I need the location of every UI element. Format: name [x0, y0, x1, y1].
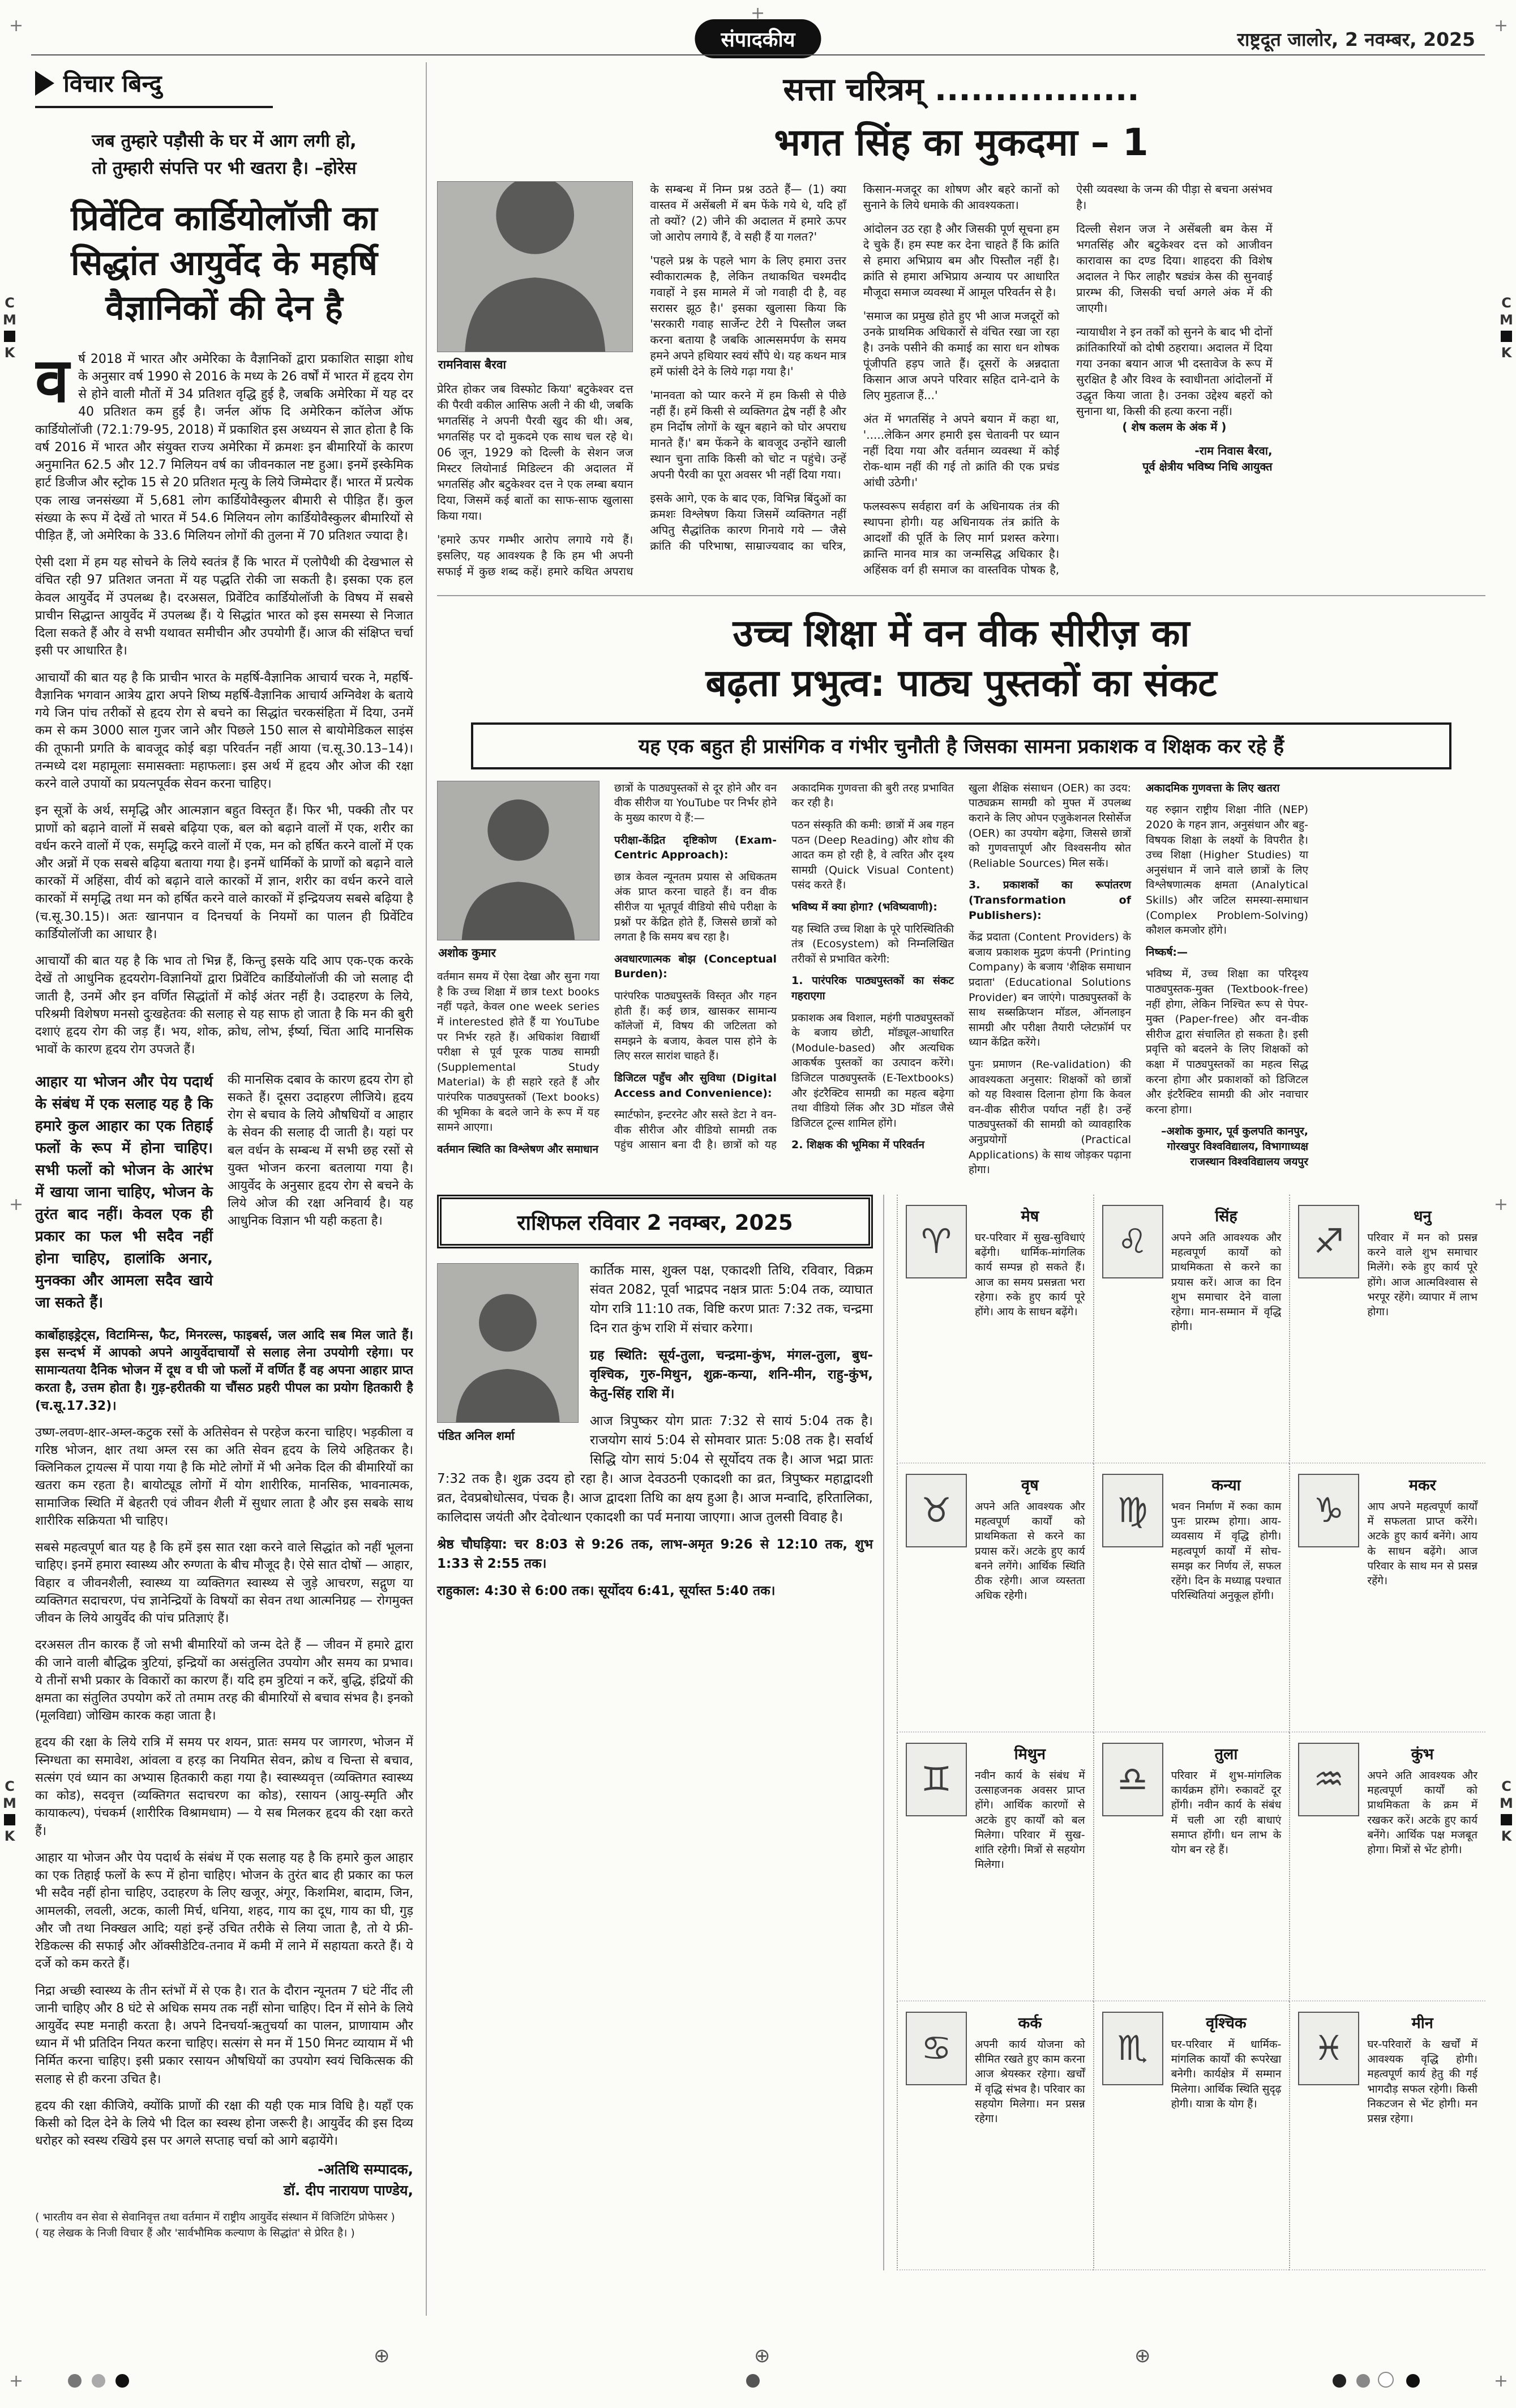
zodiac-entry [1289, 2001, 1485, 2270]
zodiac-icon: ♑ [1298, 1474, 1359, 1547]
registration-cmk-left-2: C M K [3, 1778, 16, 1844]
zodiac-name: सिंह [1215, 1207, 1237, 1225]
thought-quote: जब तुम्हारे पड़ौसी के घर में आग लगी हो, तो तुम्हारी संपत्ति पर भी खतरा है। –होरेस [92, 131, 357, 179]
masthead-date: राष्ट्रदूत जालोर, 2 नवम्बर, 2025 [1237, 28, 1475, 50]
zodiac-icon: ♎ [1102, 1743, 1163, 1816]
paragraph-list [35, 1327, 413, 2150]
zodiac-entry [897, 1733, 1093, 2001]
paragraph: न्यायाधीश ने इन तर्कों को सुनने के बाद भी दोनों क्रांतिकारियों को दोषी ठहराया। अदालत में दिया गया उनका बयान आज भी दस्तावेज के रूप में सुरक्षित है और विश्व के स्वाधीनता आंदोलनों में उद्धृत किया जाता है। उनका उद्देश्य बहरों को सुनाना था, किसी की हत्या करना नहीं। [1076, 325, 1273, 418]
paragraph: पठन संस्कृति की कमी: छात्रों में अब गहन पठन (Deep Reading) और शोध की आदत कम हो रही है, वे त्वरित और दृश्य सामग्री (Quick Visual Content) पसंद करते हैं। [791, 819, 954, 892]
left-column [35, 67, 413, 2337]
paragraph: फलस्वरूप सर्वहारा वर्ग के अधिनायक तंत्र की स्थापना होगी। यह अधिनायक तंत्र क्रांति के आदर्शों की पूर्ति के लिए मार्ग प्रशस्त करेगा। क्रान्ति मानव मात्र का जन्मसिद्ध अधिकार है। अहिंसक वर्ग ही समाज का वास्तविक पोषक है, ऐसी व्यवस्था के जन्म की पीड़ा से बचना असंभव है। [863, 182, 1273, 576]
bhagat-author-card [437, 181, 633, 374]
zodiac-content [1171, 1205, 1282, 1452]
zodiac-entry [1093, 1733, 1290, 2001]
paragraph: 'पहले प्रश्न के पहले भाग के लिए हमारा उत्तर स्वीकारात्मक है, लेकिन तथाकथित चश्मदीद गवाहों ने इस मामले में जो गवाही दी है, वह सरासर झूठ है।' इसका खुलासा किया कि 'सरकारी गवाह सार्जेन्ट टेरी ने पिस्तौल जब्त करना बताया है जबकि आत्मसमर्पण के समय हमने अपने हथियार स्वयं सौंपे थे। यह कथन मात्र हमें फांसी देने के लिये गढ़ा गया है।' [650, 254, 846, 378]
zodiac-text: नवीन कार्य के संबंध में उत्साहजनक अवसर प्राप्त होंगे। आर्थिक कारणों से अटके हुए कार्यों को बल मिलेगा। परिवार में सुख-शांति रहेगी। मित्रों से सहयोग मिलेगा। [975, 1769, 1085, 1871]
zodiac-icon: ♒ [1298, 1743, 1359, 1816]
paragraph: प्रकाशक अब विशाल, महंगी पाठ्यपुस्तकों के बजाय छोटी, मॉड्यूल-आधारित (Module-based) और अत्यधिक आकर्षक पुस्तकों का उत्पादन करेंगे। डिजिटल पाठ्यपुस्तकें (E-Textbooks) और इंटरैक्टिव सामग्री का महत्व बढ़ेगा तथा वीडियो लिंक और 3D मॉडल जैसे डिजिटल टूल्स शामिल होंगे। [791, 1011, 954, 1130]
bhagat-author-name: रामनिवास बैरवा [438, 358, 506, 371]
print-dot [1406, 2374, 1420, 2388]
horoscope-header: राशिफल रविवार 2 नवम्बर, 2025 [437, 1195, 873, 1248]
zodiac-entry [1289, 1195, 1485, 1464]
print-dot [92, 2374, 105, 2388]
zodiac-name: मेष [1021, 1207, 1039, 1225]
paragraph: 2. शिक्षक की भूमिका में परिवर्तन [791, 1139, 925, 1152]
drop-cap: व [35, 350, 70, 416]
zodiac-name: मिथुन [1014, 1745, 1046, 1763]
zodiac-content [1171, 1474, 1282, 1721]
paragraph: आचार्यों की बात यह है कि भाव तो भिन्न हैं, किन्तु इसके यदि आप एक-एक करके देखें तो आधुनिक हृदयरोग-विज्ञानियों द्वारा प्रिवेंटिव कार्डियोलॉजी की जो सलाह दी जाती है, उनमें और इन वर्णित सिद्धांतों में कोई अंतर नहीं है। उदाहरण के लिये, परिश्रमी विशेषण मनसो दुःखहेतवः की सलाह से यह साफ हो जाता है कि मन की बुरी दशाएं हृदय रोग की जड़ हैं। भय, शोक, क्रोध, लोभ, ईर्ष्या, चिंता आदि मानसिक भावों के कारण हृदय रोग उपजते हैं। [35, 954, 413, 1057]
bhagat-closing: ( शेष कलम के अंक में ) [1122, 420, 1227, 434]
paragraph: केंद्र प्रदाता (Content Providers) के बजाय प्रकाशक मुद्रण कंपनी (Printing Company) के बजाय 'शैक्षिक समाधान प्रदाता' (Educational Solutions Provider) बन जाएंगे। पाठ्यपुस्तकों के साथ सब्सक्रिप्शन मॉडल, ऑनलाइन सामग्री और परीक्षा तैयारी प्लेटफ़ॉर्म पर ध्यान केंद्रित करेंगे। [969, 931, 1131, 1049]
zodiac-content [975, 1205, 1085, 1452]
zodiac-icon: ♓ [1298, 2012, 1359, 2085]
vichar-bindu-title: विचार बिन्दु [63, 70, 162, 97]
highlight-side-text: की मानसिक दबाव के कारण हृदय रोग हो सकते हैं। दूसरा उदाहरण लीजिये। हृदय रोग से बचाव के लिये औषधियों व आहार के सेवन की सलाह दी जाती है। यहां पर बल वर्धन के सम्बन्ध में सभी छह रसों से युक्त भोजन करना बतलाया गया है। आयुर्वेद के अनुसार हृदय रोग से बचने के लिये ओज की रक्षा अनिवार्य है। यह आधुनिक विज्ञान भी यही कहता है। [227, 1072, 413, 1229]
zodiac-content [1171, 2012, 1282, 2259]
print-dot [1378, 2372, 1394, 2388]
registration-target-icon: ⊕ [374, 2345, 390, 2367]
education-author-name: अशोक कुमार [438, 946, 496, 960]
paragraph: 1. पारंपरिक पाठ्यपुस्तकों का संकट गहराएगा [791, 974, 954, 1002]
zodiac-name: धनु [1413, 1207, 1432, 1225]
crop-mark: + [1493, 2371, 1508, 2391]
zodiac-name: वृष [1021, 1476, 1039, 1494]
crop-mark: + [9, 2371, 24, 2391]
zodiac-content [975, 1474, 1085, 1721]
paragraph: परीक्षा-केंद्रित दृष्टिकोण (Exam-Centric Approach): [614, 833, 777, 862]
paragraph: श्रेष्ठ चौघड़िया: चर 8:03 से 9:26 तक, लाभ-अमृत 9:26 से 12:10 तक, शुभ 1:33 से 2:55 तक। [437, 1537, 873, 1572]
bhagat-headline: भगत सिंह का मुकदमा – 1 [774, 121, 1149, 164]
astrologer-name: पंडित अनिल शर्मा [438, 1428, 515, 1443]
paragraph: अवधारणात्मक बोझ (Conceptual Burden): [614, 952, 777, 981]
paragraph: आज त्रिपुष्कर योग प्रातः 7:32 से सायं 5:04 तक है। राजयोग सायं 5:04 से सोमवार प्रातः 5:08 तक है। सर्वार्थ सिद्धि योग सायं 5:04 से सूर्योदय तक है। आज भद्रा प्रातः 7:32 तक है। शुक्र उदय हो रहा है। आज देवउठनी एकादशी का व्रत, त्रिपुष्कर महाद्वादशी व्रत, देवप्रबोधोत्सव, पंचक है। आज द्वादशा तिथि का क्षय हुआ है। आज मन्वादि, हरितालिका, कालिदास जयंती और देवोत्थान एकादशी का पर्व मनाया जाएगा। आज तुलसी विवाह है। [437, 1414, 873, 1525]
registration-cmk-left: C M K [3, 295, 16, 361]
paragraph: अकादमिक गुणवत्ता के लिए खतरा [1146, 781, 1280, 794]
zodiac-name: कन्या [1211, 1476, 1241, 1494]
author-photo [437, 781, 599, 940]
paragraph: भविष्य में, उच्च शिक्षा का परिदृश्य पाठ्यपुस्तक-मुक्त (Textbook-free) नहीं होगा, लेकिन निश्चित रूप से पेपर-मुक्त (Paper-free) और वन-वीक सीरीज द्वारा संचालित हो सकता है। इसी प्रवृत्ति को बदलने के लिए शिक्षकों को कक्षा में पाठ्यपुस्तकों का महत्व सिद्ध करना होगा और प्रकाशकों को डिजिटल और इंटरैक्टिव सामग्री की ओर नवाचार करना होगा। [1146, 968, 1308, 1116]
paragraph: 'समाज का प्रमुख होते हुए भी आज मजदूरों को उनके प्राथमिक अधिकारों से वंचित रखा जा रहा है। उनके पसीने की कमाई का सारा धन शोषक पूंजीपति हड़प जाते हैं। दूसरों के अन्नदाता किसान आज अपने परिवार सहित दाने-दाने के लिए मुहताज हैं...' [863, 309, 1060, 402]
zodiac-name: कर्क [1018, 2014, 1042, 2032]
right-region [437, 63, 1485, 2270]
author-photo [437, 181, 633, 352]
paragraph: कार्तिक मास, शुक्ल पक्ष, एकादशी तिथि, रविवार, विक्रम संवत 2082, पूर्वा भाद्रपद नक्षत्र प्रातः 5:04 तक, व्याघात योग रात्रि 11:10 तक, विष्टि करण प्रातः 7:32 तक, चन्द्रमा दिन रात कुंभ राशि में संचार करेगा। [590, 1263, 873, 1336]
bhagat-headline-block [437, 67, 1485, 166]
paragraph: डिजिटल पहुँच और सुविधा (Digital Access and Convenience): [614, 1071, 777, 1100]
zodiac-text: अपनी कार्य योजना को सीमित रखते हुए काम करना आज श्रेयस्कर रहेगा। खर्चों में वृद्धि संभव है। परिवार का सहयोग मिलेगा। मन प्रसन्न रहेगा। [975, 2038, 1085, 2125]
paragraph: 3. प्रकाशकों का रूपांतरण (Transformation of Publishers): [969, 879, 1131, 922]
bhagat-body [437, 181, 1485, 580]
paragraph: पुनः प्रमाणन (Re-validation) की आवश्यकता अनुसार: शिक्षकों को छात्रों को यह विश्वास दिलाना होगा कि केवल वन-वीक सीरीज पर्याप्त नहीं है। उन्हें पाठ्यपुस्तकों की सामग्री को व्यावहारिक अनुप्रयोगों (Practical Applications) के साथ जोड़कर पढ़ाना होगा। [969, 1058, 1131, 1177]
zodiac-entry [897, 2001, 1093, 2270]
zodiac-icon: ♌ [1102, 1205, 1163, 1278]
crop-mark: + [9, 1195, 24, 1214]
print-dot [115, 2374, 129, 2388]
paragraph-list [35, 554, 413, 1058]
zodiac-content [1367, 2012, 1478, 2259]
zodiac-name: मकर [1408, 1476, 1436, 1494]
paragraph: 'हमारे ऊपर गम्भीर आरोप लगाये गये हैं। इसलिए, यह आवश्यक है कि हम भी अपनी सफाई में कुछ शब्द कहें। हमारे कथित अपराध के सम्बन्ध में निम्न प्रश्न उठते हैं— (1) क्या वास्तव में असेंबली में बम फेंके गये थे, यदि हाँ तो क्यों? (2) जीने की अदालत में हमारे ऊपर जो आरोप लगाये हैं, वे सही हैं या गलत?' [437, 182, 846, 579]
paragraph: उष्ण-लवण-क्षार-अम्ल-कटुक रसों के अतिसेवन से परहेज करना चाहिए। भड़कीला व गरिष्ठ भोजन, क्षार तथा अम्ल रस का अति सेवन हृदय के लिये अहितकर है। क्लिनिकल ट्रायल्स में पाया गया है कि मोटे लोगों में भी अनेक दिल की बीमारियों का खतरा कम रहता है। बायोट्यूड लोगों में योग शारीरिक, मानसिक, भावनात्मक, सामाजिक स्थिति में बेहतरी एवं जीवन शैली में सुधार लाता है और इस सबके साथ शारीरिक सक्रियता भी चाहिए। [35, 1425, 413, 1528]
astrologer-card [437, 1263, 579, 1446]
zodiac-content [975, 1743, 1085, 1990]
paragraph: हृदय की रक्षा के लिये रात्रि में समय पर शयन, प्रातः समय पर जागरण, भोजन में स्निग्धता का समावेश, आंवला व हरड़ का नियमित सेवन, क्रोध व चिन्ता से बचाव, सत्संग एवं ध्यान का अभ्यास हितकारी कहा गया है। स्वास्थ्यवृत्त (व्यक्तिगत स्वास्थ्य का कोड), सदवृत्त (व्यक्तिगत सदाचरण का कोड), रसायन (आयु-स्मृति और कायाकल्प), पंचकर्म (शारीरिक विश्रामधाम) — ये सब मिलकर हृदय की रक्षा करते हैं। [35, 1735, 413, 1838]
portrait-silhouette [438, 781, 599, 940]
paragraph: ग्रह स्थिति: सूर्य-तुला, चन्द्रमा-कुंभ, मंगल-तुला, बुध-वृश्चिक, गुरु-मिथुन, शुक्र-कन्या, शनि-मीन, राहु-कुंभ, केतु-सिंह राशि में। [590, 1348, 873, 1402]
print-dot [746, 2374, 760, 2388]
paragraph: इसके आगे, एक के बाद एक, विभिन्न बिंदुओं का क्रमशः विश्लेषण किया जिसमें व्यक्तिगत नहीं अपितु सैद्धांतिक कारण गिनाये गये — जैसे क्रांति की परिभाषा, साम्राज्यवाद का चरित्र, किसान-मजदूर का शोषण और बहरे कानों को सुनाने के लिये धमाके की आवश्यकता। [650, 182, 1060, 553]
highlight-row [35, 1071, 413, 1314]
paragraph: आहार या भोजन और पेय पदार्थ के संबंध में एक सलाह यह है कि हमारे कुल आहार का एक तिहाई फलों के रूप में होना चाहिए। भोजन के तुरंत बाद ही प्रकार का फल भी सदैव नहीं होना चाहिए, उदाहरण के लिए खजूर, अंगूर, किशमिश, बादाम, जिन, आमलकी, लवली, अटक, काली मिर्च, धनिया, शहद, गाय का दूध, गाय का घी, गुड़ और जौ तथा निक्खल आदि; यहां इन्हें उचित तरीके से लिया जाता है, तो ये फ्री-रेडिकल्स की सफाई और ऑक्सीडेटिव-तनाव में कमी में लाने में सहायता करते हैं। ये दर्जे को कम करते हैं। [35, 1850, 413, 1971]
horoscope-intro [437, 1261, 873, 1601]
zodiac-entry [897, 1464, 1093, 1733]
zodiac-icon: ♊ [906, 1743, 967, 1816]
zodiac-text: परिवार में शुभ-मांगलिक कार्यक्रम होंगे। रुकावटें दूर होंगी। नवीन कार्य के संबंध में चली आ रही बाधाएं समाप्त होंगी। धन लाभ के योग बन रहे हैं। [1171, 1769, 1282, 1856]
paragraph: निद्रा अच्छी स्वास्थ्य के तीन स्तंभों में से एक है। रात के दौरान न्यूनतम 7 घंटे नींद ली जानी चाहिए और 8 घंटे से अधिक समय तक नहीं सोना चाहिए। दिन में सोने के लिये आयुर्वेद स्पष्ट मनाही करता है। अपने दिनचर्या-ऋतुचर्या का पालन, प्राणायाम और ध्यान में भी प्रतिदिन नियत करना चाहिए। सत्संग से मन में 150 मिनट व्यायाम में भी निर्मित करना चाहिए। इसी प्रकार रसायन औषधियों का उपयोग स्वयं चिकित्सक की सलाह से ही करना उचित है। [35, 1983, 413, 2086]
zodiac-content [1367, 1205, 1478, 1452]
flag-icon [35, 71, 54, 96]
vichar-bindu-header [35, 67, 273, 108]
print-dot [68, 2374, 82, 2388]
paragraph: अंत में भगतसिंह ने अपने बयान में कहा था, '.....लेकिन अगर हमारी इस चेतावनी पर ध्यान नहीं दिया गया और वर्तमान व्यवस्था में कोई रोक-थाम नहीं की गई तो क्रांति की एक प्रचंड आंधी उठेगी।' [863, 412, 1060, 489]
paragraph: इन सूत्रों के अर्थ, समृद्धि और आत्मज्ञान बहुत विस्तृत हैं। फिर भी, पक्की तौर पर प्राणों को बढ़ाने वालों में सबसे बढ़िया एक, बल को बढ़ाने वालों में एक, शरीर का वर्धन करने वालों में एक, समृद्धि करने वालों में एक, मन को हर्षित करने वालों में एक और अन्नों में एक सबसे बढ़िया बताया गया है। इनमें धार्मिकों के प्राणों को बढ़ाने वाले कारकों में अहिंसा, वीर्य को बढ़ाने वाले कारकों में ज्ञान, शरीर का वर्धन करने वाले कारकों में समृद्धि तथा मन को हर्षित करने वाले कारकों में इन्द्रियजय सबसे बढ़िया है (च.सू.30.15)। अतः खानपान व दिनचर्या के नियमों का पालन ही प्रिवेंटिव कार्डियोलॉजी का आधार है। [35, 803, 413, 942]
zodiac-name: तुला [1214, 1745, 1238, 1763]
paragraph: आंदोलन उठ रहा है और जिसकी पूर्ण सूचना हम दे चुके हैं। हम स्पष्ट कर देना चाहते हैं कि क्रांति से हमारा अभिप्राय बम और पिस्तौल नहीं है। क्रांति से हमारा अभिप्राय अन्याय पर आधारित मौजूदा समाज व्यवस्था में आमूल परिवर्तन से है। [863, 222, 1060, 299]
top-rule [31, 54, 1485, 55]
cardiology-footnotes: ( भारतीय वन सेवा से सेवानिवृत्त तथा वर्तमान में राष्ट्रीय आयुर्वेद संस्थान में विजिटिंग प्रोफेसर ) ( यह लेखक के निजी विचार हैं और 'सार्वभौमिक कल्याण के सिद्धांत' से प्रेरित है। ) [35, 2210, 395, 2240]
paragraph: कार्बोहाइड्रेट्स, विटामिन्स, फैट, मिनरल्स, फाइबर्स, जल आदि सब मिल जाते हैं। इस सन्दर्भ में आपको अपने आयुर्वेदाचार्यों से सलाह लेना उपयोगी रहेगा। पर सामान्यतया दैनिक भोजन में दूध व घी जो फलों में वर्णित हैं वह अपना आहार प्राप्त करता है, उत्तम होता है। गुड़-हरीतकी या चौंसठ प्रहरी पीपल का प्रयोग हितकारी है (च.सू.17.32)। [35, 1328, 413, 1413]
registration-target-icon: ⊕ [1134, 2345, 1151, 2367]
zodiac-text: परिवार में मन को प्रसन्न करने वाले शुभ समाचार मिलेंगे। रुके हुए कार्य पूरे होंगे। आज आत्मविश्वास से भरपूर रहेंगे। व्यापार में लाभ होगा। [1367, 1231, 1478, 1318]
zodiac-text: अपने अति आवश्यक और महत्वपूर्ण कार्यों को प्राथमिकता से करने का प्रयास करें। आज का दिन शुभ समाचार देने वाला रहेगा। मान-सम्मान में वृद्धि होगी। [1171, 1231, 1282, 1333]
paragraph: भविष्य में क्या होगा? (भविष्यवाणी): [791, 901, 937, 914]
paragraph: वर्तमान स्थिति का विश्लेषण और समाधान [437, 1143, 599, 1156]
highlight-box: आहार या भोजन और पेय पदार्थ के संबंध में एक सलाह यह है कि हमारे कुल आहार का एक तिहाई फलों के रूप में होना चाहिए। सभी फलों को भोजन के आरंभ में खाया जाना चाहिए, भोजन के तुरंत बाद नहीं। केवल एक ही प्रकार का फल भी सदैव नहीं होना चाहिए, हालांकि अनार, मुनक्का और आमला सदैव खाये जा सकते हैं। [35, 1073, 213, 1311]
zodiac-name: वृश्चिक [1206, 2014, 1247, 2032]
crop-mark: + [9, 16, 24, 36]
zodiac-entry [1093, 1464, 1290, 1733]
zodiac-content [975, 2012, 1085, 2259]
paragraph: ऐसी दशा में हम यह सोचने के लिये स्वतंत्र हैं कि भारत में एलोपैथी की देखभाल से वंचित रही 97 प्रतिशत जनता में यह पद्धति रोकी जा सकती है। इसका एक हल केवल आयुर्वेद में उपलब्ध है। दरअसल, प्रिवेंटिव कार्डियोलॉजी के विषय में सबसे प्राचीन सिद्धान्त आयुर्वेद में उपलब्ध हैं। ये सिद्धांत भारत को इस समस्या से निजात दिला सकते हैं और वे सभी यथावत समीचीन और उपयोगी हैं। आज की संक्षिप्त चर्चा इसी पर आधारित है। [35, 555, 413, 658]
paragraph: दिल्ली सेशन जज ने असेंबली बम केस में भगतसिंह और बटुकेश्वर दत्त को आजीवन कारावास का दण्ड दिया। शाहदरा की विशेष अदालत ने फिर लाहौर षड्यंत्र केस की सुनवाई प्रारम्भ की, जिसकी चर्चा अगले अंक में की जाएगी। [1076, 222, 1273, 315]
paragraph: यह स्थिति उच्च शिक्षा के पूरे पारिस्थितिकी तंत्र (Ecosystem) को निम्नलिखित तरीकों से प्रभावित करेगी: [791, 922, 954, 965]
zodiac-name: मीन [1411, 2014, 1433, 2032]
section-divider [437, 595, 1485, 596]
zodiac-icon: ♉ [906, 1474, 967, 1547]
paragraph: छात्र केवल न्यूनतम प्रयास से अधिकतम अंक प्राप्त करना चाहते हैं। वन वीक सीरीज या भूतपूर्व वीडियो सीधे परीक्षा के प्रश्नों पर केंद्रित होते हैं, जिससे छात्रों को लगता है कि समय बच रहा है। [614, 870, 777, 944]
crop-mark: + [751, 3, 765, 23]
zodiac-content [1171, 1743, 1282, 1990]
paragraph: छात्रों के पाठ्यपुस्तकों से दूर होने और वन वीक सीरीज या YouTube पर निर्भर होने के मुख्य कारण ये हैं:— [614, 781, 777, 825]
zodiac-icon: ♐ [1298, 1205, 1359, 1278]
section-label: संपादकीय [695, 19, 821, 58]
crop-mark: + [1493, 1195, 1508, 1214]
print-dot [1356, 2374, 1370, 2388]
registration-cmk-right-2: C M K [1500, 1778, 1513, 1844]
paragraph: खुला शैक्षिक संसाधन (OER) का उदय: पाठ्यक्रम सामग्री को मुफ्त में उपलब्ध कराने के लिए ओपन एजुकेशनल रिसोर्सेज (OER) का उपयोग बढ़ेगा, जिससे छात्रों को गुणवत्तापूर्ण और विश्वसनीय स्रोत (Reliable Sources) मिल सकें। [969, 781, 1131, 870]
lead-paragraph: वर्ष 2018 में भारत और अमेरिका के वैज्ञानिकों द्वारा प्रकाशित साझा शोध के अनुसार वर्ष 1990 से 2016 के मध्य के 26 वर्षों में भारत में हृदय रोग से होने वाली मौतों में 34 प्रतिशत वृद्धि हुई है, जबकि अमेरिका में यह दर 40 प्रतिशत कम हुई है। जर्नल ऑफ दि अमेरिकन कॉलेज ऑफ कार्डियोलॉजी (72.1:79-95, 2018) में प्रकाशित इस अध्ययन से ज्ञात होता है कि वर्ष 2016 में भारत और संयुक्त राज्य अमेरिका में क्रमशः इन बीमारियों के कारण अनुमानित 62.5 और 12.7 मिलियन वर्ष का जीवनकाल नष्ट हुआ। इनमें इस्केमिक हार्ट डिजीज और स्ट्रोक 15 से 20 प्रतिशत मृत्यु के लिये जिम्मेदार हैं। भारत में प्रत्येक एक लाख जनसंख्या में 5,681 लोग कार्डियोवैस्कुलर बीमारी से पीड़ित हैं। कुल संख्या के रूप में देखें तो भारत में 54.6 मिलियन लोग कार्डियोवैस्कुलर बीमारियों से पीड़ित हैं, जो अमेरिका के 33.6 मिलियन लोगों की तुलना में 70 प्रतिशत ज्यादा है। [35, 350, 413, 543]
education-headline: उच्च शिक्षा में वन वीक सीरीज़ का बढ़ता प्रभुत्व: पाठ्य पुस्तकों का संकट [705, 611, 1217, 705]
registration-target-icon: ⊕ [754, 2345, 770, 2367]
column-divider [426, 62, 427, 2316]
paragraph: निष्कर्ष:— [1146, 946, 1188, 959]
portrait-silhouette [438, 182, 632, 352]
zodiac-content [1367, 1743, 1478, 1990]
zodiac-entry [897, 1195, 1093, 1464]
zodiac-icon: ♍ [1102, 1474, 1163, 1547]
zodiac-text: भवन निर्माण में रुका काम पुनः प्रारम्भ होगा। आय-व्यवसाय में वृद्धि होगी। महत्वपूर्ण कार्यों में सोच-समझ कर निर्णय लें, सफल रहेंगे। दिन के मध्याह्न पश्चात परिस्थितियां अनुकूल होंगी। [1171, 1500, 1282, 1602]
zodiac-text: घर-परिवार में सुख-सुविधाएं बढ़ेंगी। धार्मिक-मांगलिक कार्य सम्पन्न हो सकते हैं। आज का समय प्रसन्नता भरा रहेगा। रुके हुए कार्य पूरे होंगे। आय के साधन बढ़ेंगे। [975, 1231, 1085, 1318]
paragraph: राहुकाल: 4:30 से 6:00 तक। सूर्योदय 6:41, सूर्यास्त 5:40 तक। [437, 1584, 776, 1599]
cardiology-body [35, 350, 413, 2151]
paragraph: वर्तमान समय में ऐसा देखा और सुना गया है कि उच्च शिक्षा में छात्र text books नहीं पढ़ते, केवल one week series में interested होते हैं या YouTube पर निर्भर रहते हैं। अधिकांश विद्यार्थी परीक्षा से पूर्व पूरक पाठ्य सामग्री (Supplemental Study Material) के ही सहारे रहते हैं और पारंपरिक पाठ्यपुस्तकों (Text books) की भूमिका के बदले जाने के रूप में यह सामने आएगा। [437, 970, 599, 1134]
bhagat-kicker: सत्ता चरित्रम् ................. [783, 71, 1140, 108]
paragraph: स्मार्टफोन, इन्टरनेट और सस्ते डेटा ने वन-वीक सीरीज और वीडियो सामग्री तक पहुंच आसान बना दी है। छात्रों को यह अकादमिक गुणवत्ता की बुरी तरह प्रभावित कर रही है। [614, 781, 954, 1152]
zodiac-text: आप अपने महत्वपूर्ण कार्यों में सफलता प्राप्त करेंगे। अटके हुए कार्य बनेंगे। आय के साधन बढ़ेंगे। आज परिवार के साथ मन से प्रसन्न रहेंगे। [1367, 1500, 1478, 1587]
zodiac-entry [1289, 1464, 1485, 1733]
paragraph: –अशोक कुमार, पूर्व कुलपति कानपुर, गोरखपुर विश्वविद्यालय, विभागाध्यक्ष राजस्थान विश्वविद्यालय जयपुर [1161, 1125, 1308, 1168]
paragraph: 'मानवता को प्यार करने में हम किसी से पीछे नहीं हैं। हमें किसी से व्यक्तिगत द्वेष नहीं है और हम निर्दोष लोगों के खून बहाने को घोर अपराध मानते हैं।' बम फेंकने के बावजूद उन्होंने खाली स्थान चुना ताकि किसी को चोट न पहुंचे। उन्हें अपनी पैरवी का पूरा अवसर भी नहीं दिया गया। [650, 388, 846, 481]
paragraph: सबसे महत्वपूर्ण बात यह है कि हमें इस सात रक्षा करने वाले सिद्धांत को नहीं भूलना चाहिए। इनमें हमारा स्वास्थ्य और रुग्णता के बीच मौजूद है। ऐसे सात दोषों — आहार, विहार व जीवनशैली, स्वास्थ्य या व्यक्तिगत स्वास्थ्य से जुड़े आचरण, सद्गुण या व्यक्तिगत सदाचरण, पंच ज्ञानेन्द्रियों के विषयों का सेवन तथा आत्मनिग्रह — रोगमुक्त जीवन के लिये आयुर्वेद की पांच प्रतिज्ञाएं हैं। [35, 1541, 413, 1626]
education-article [437, 609, 1485, 1180]
zodiac-entry [1289, 1733, 1485, 2001]
bhagat-signoff: -राम निवास बैरवा, पूर्व क्षेत्रीय भविष्य निधि आयुक्त [1142, 444, 1273, 473]
crop-mark: + [1493, 16, 1508, 36]
horoscope-left-panel [437, 1195, 884, 2270]
education-author-card [437, 781, 599, 963]
print-dot [1333, 2374, 1346, 2388]
paragraph: पारंपरिक पाठ्यपुस्तकें विस्तृत और गहन होती हैं। कई छात्र, खासकर सामान्य कॉलेजों में, विषय की जटिलता को समझने के बजाय, केवल पास होने के लिए सरल सारांश चाहते हैं। [614, 990, 777, 1063]
astrologer-photo [437, 1263, 579, 1423]
bhagat-article [437, 67, 1485, 580]
zodiac-text: घर-परिवारों के खर्चों में आवश्यक वृद्धि होगी। महत्वपूर्ण कार्य हेतु की गई भागदौड़ सफल रहेगी। किसी निकटजन से भेंट होगी। मन प्रसन्न रहेगा। [1367, 2038, 1478, 2125]
education-standfirst: यह एक बहुत ही प्रासंगिक व गंभीर चुनौती है जिसका सामना प्रकाशक व शिक्षक कर रहे हैं [471, 722, 1451, 769]
zodiac-icon: ♏ [1102, 2012, 1163, 2085]
zodiac-icon: ♈ [906, 1205, 967, 1278]
zodiac-entry [1093, 2001, 1290, 2270]
zodiac-text: घर-परिवार में धार्मिक-मांगलिक कार्यों की रूपरेखा बनेगी। कार्यक्षेत्र में सम्मान मिलेगा। आर्थिक स्थिति सुदृढ़ होगी। यात्रा के योग हैं। [1171, 2038, 1282, 2110]
horoscope-section [437, 1195, 1485, 2270]
paragraph: दरअसल तीन कारक हैं जो सभी बीमारियों को जन्म देते हैं — जीवन में हमारे द्वारा की जाने वाली बौद्धिक त्रुटियां, इन्द्रियों का असंतुलित उपयोग और समय का प्रभाव। ये तीनों सभी प्रकार के विकारों का कारण हैं। यदि हम त्रुटियां न करें, बुद्धि, इंद्रियों की क्षमता का संतुलित उपयोग करें तो तमाम तरह की बीमारियों से बचाव संभव है। इनको (मूलविद्या) जोखिम कारक कहा जाता है। [35, 1638, 413, 1723]
portrait-silhouette [438, 1264, 578, 1422]
paragraph: हृदय की रक्षा कीजिये, क्योंकि प्राणों की रक्षा की यही एक मात्र विधि है। यहाँ एक किसी को दिल देने के लिये भी दिल का स्वस्थ होना जरूरी है। आयुर्वेद की इस दिव्य धरोहर को स्वस्थ रखिये इस पर अगले सप्ताह चर्चा को आगे बढ़ायेंगे। [35, 2098, 413, 2149]
zodiac-icon: ♋ [906, 2012, 967, 2085]
education-body [437, 781, 1485, 1180]
cardiology-signoff: -अतिथि सम्पादक, डॉ. दीप नारायण पाण्डेय, [284, 2161, 413, 2199]
zodiac-text: अपने अति आवश्यक और महत्वपूर्ण कार्यों को प्राथमिकता से करने का प्रयास करें। अटके हुए कार्य बनने लगेंगे। आर्थिक स्थिति ठीक रहेगी। आज व्यस्तता अधिक रहेगी। [975, 1500, 1085, 1602]
cardiology-headline: प्रिवेंटिव कार्डियोलॉजी का सिद्धांत आयुर्वेद के महर्षि वैज्ञानिकों की देन है [71, 199, 378, 328]
zodiac-name: कुंभ [1411, 1745, 1434, 1763]
paragraph: प्रेरित होकर जब विस्फोट किया' बटुकेश्वर दत्त की पैरवी वकील आसिफ अली ने की थी, जबकि भगतसिंह ने अपनी पैरवी खुद की थी। अब, भगतसिंह पर दो मुकदमे एक साथ चल रहे थे। 06 जून, 1929 को दिल्ली के सेशन जज मिस्टर लियोनार्ड मिडिल्टन की अदालत में भगतसिंह और बटुकेश्वर दत्त ने एक लम्बा बयान दिया, जिसमें कई बातों का साफ-साफ खुलासा किया गया। [437, 382, 633, 523]
zodiac-text: अपने अति आवश्यक और महत्वपूर्ण कार्यों को प्राथमिकता के क्रम में रखकर करें। अटके हुए कार्य बनेंगे। आर्थिक पक्ष मजबूत होगा। मित्रों से भेंट होगी। [1367, 1769, 1478, 1856]
registration-cmk-right: C M K [1500, 295, 1513, 361]
paragraph: यह रुझान राष्ट्रीय शिक्षा नीति (NEP) 2020 के गहन ज्ञान, अनुसंधान और बहु-विषयक शिक्षा के लक्ष्यों के विपरीत है। उच्च शिक्षा (Higher Studies) या अनुसंधान में जाने वाले छात्रों के लिए विश्लेषणात्मक क्षमता (Analytical Skills) और जटिल समस्या-समाधान (Complex Problem-Solving) कौशल कमजोर होंगे। [1146, 803, 1308, 937]
paragraph: आचार्यों की बात यह है कि प्राचीन भारत के महर्षि-वैज्ञानिक आचार्य चरक ने, महर्षि-वैज्ञानिक भगवान आत्रेय द्वारा अपने शिष्य महर्षि-वैज्ञानिक आचार्य अग्निवेश के बताये गये जिन पांच तरीकों से हृदय रोग से बचने का सिद्धांत चरकसंहिता में दिया, उनमें कम से कम 3000 साल गुजर जाने और पिछले 150 साल से बायोमेडिकल साइंस की तूफानी प्रगति के बावजूद कोई बड़ा परिवर्तन नहीं आया (च.सू.30.13–14)। तन्मध्ये दश महामूलाः समासक्ताः महाफलाः। इस अर्थ में हृदय और ओज की रक्षा करने वाले उपायों का प्रयत्नपूर्वक सेवन करना चाहिए। [35, 670, 413, 792]
zodiac-entry [1093, 1195, 1290, 1464]
zodiac-grid [897, 1195, 1485, 2270]
zodiac-content [1367, 1474, 1478, 1721]
